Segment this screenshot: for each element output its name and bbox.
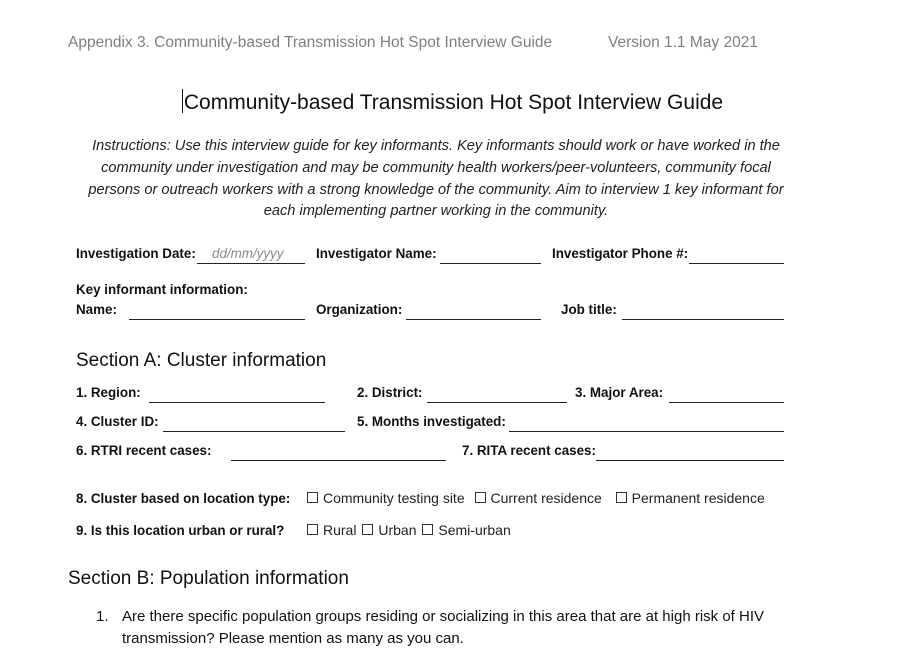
months-investigated-label: 5. Months investigated:	[357, 414, 506, 429]
rtri-label: 6. RTRI recent cases:	[76, 443, 212, 458]
location-type-options	[307, 490, 765, 506]
header-title: Appendix 3. Community-based Transmission Hot Spot Interview Guide	[68, 34, 553, 51]
instructions-line: Instructions: Use this interview guide for key informants. Key informants should work or have worked in the	[92, 138, 780, 154]
major-area-field[interactable]	[669, 401, 784, 403]
months-investigated-field[interactable]	[509, 430, 784, 432]
checkbox-icon	[307, 524, 318, 535]
district-field[interactable]	[427, 401, 567, 403]
checkbox-icon	[422, 524, 433, 535]
section-a-title: Section A: Cluster information	[76, 350, 327, 371]
question-line: transmission? Please mention as many as you can.	[122, 630, 464, 647]
informant-name-label: Name:	[76, 302, 117, 317]
job-title-label: Job title:	[561, 302, 617, 317]
investigator-phone-field[interactable]	[689, 262, 784, 264]
checkbox-icon	[362, 524, 373, 535]
investigation-date-placeholder: dd/mm/yyyy	[212, 246, 284, 261]
rita-field[interactable]	[596, 459, 784, 461]
checkbox-community-testing-site[interactable]: Community testing site	[307, 490, 465, 506]
page-title	[0, 89, 905, 115]
checkbox-current-residence[interactable]: Current residence	[475, 490, 602, 506]
checkbox-icon	[307, 492, 318, 503]
page-title-text: Community-based Transmission Hot Spot Interview Guide	[183, 91, 724, 114]
rita-label: 7. RITA recent cases:	[462, 443, 596, 458]
question-text	[122, 606, 764, 650]
cluster-id-field[interactable]	[163, 430, 345, 432]
key-informant-heading: Key informant information:	[76, 282, 248, 297]
organization-label: Organization:	[316, 302, 403, 317]
informant-name-field[interactable]	[129, 318, 305, 320]
header-version: Version 1.1 May 2021	[608, 34, 758, 51]
investigation-date-field[interactable]	[197, 262, 305, 264]
urban-rural-options	[307, 522, 511, 538]
checkbox-permanent-residence[interactable]: Permanent residence	[616, 490, 765, 506]
region-field[interactable]	[149, 401, 325, 403]
district-label: 2. District:	[357, 385, 423, 400]
checkbox-rural[interactable]: Rural	[307, 522, 356, 538]
investigator-phone-label: Investigator Phone #:	[552, 246, 689, 261]
location-type-label: 8. Cluster based on location type:	[76, 491, 291, 506]
instructions-line: community under investigation and may be community health workers/peer-volunteers, community focal	[101, 159, 771, 176]
major-area-label: 3. Major Area:	[575, 385, 664, 400]
investigation-date-label: Investigation Date:	[76, 246, 196, 261]
instructions-line: each implementing partner working in the community.	[263, 203, 609, 220]
question-line: Are there specific population groups residing or socializing in this area that are at high risk of HIV	[122, 608, 765, 625]
checkbox-urban[interactable]: Urban	[362, 522, 416, 538]
text-cursor	[182, 89, 183, 113]
checkbox-icon	[475, 492, 486, 503]
cluster-id-label: 4. Cluster ID:	[76, 414, 159, 429]
investigator-name-field[interactable]	[440, 262, 541, 264]
rtri-field[interactable]	[231, 459, 446, 461]
checkbox-semi-urban[interactable]: Semi-urban	[422, 522, 510, 538]
question-number: 1.	[96, 608, 109, 625]
section-b-title: Section B: Population information	[68, 568, 349, 589]
checkbox-icon	[616, 492, 627, 503]
instructions	[70, 136, 802, 223]
urban-rural-label: 9. Is this location urban or rural?	[76, 523, 285, 538]
organization-field[interactable]	[406, 318, 541, 320]
region-label: 1. Region:	[76, 385, 141, 400]
investigator-name-label: Investigator Name:	[316, 246, 437, 261]
instructions-line: persons or outreach workers with a strong knowledge of the community. Aim to interview 1 key informant for	[88, 181, 784, 198]
job-title-field[interactable]	[622, 318, 784, 320]
